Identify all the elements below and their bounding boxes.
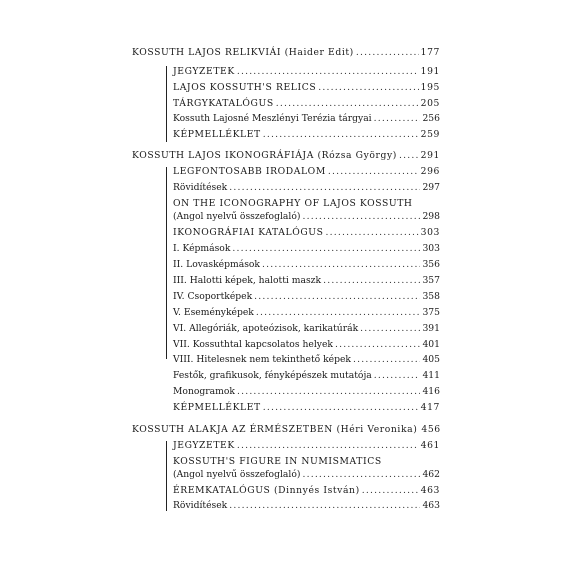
toc-entry [173,402,440,414]
entry-title: III. Halotti képek, halotti maszk [173,275,322,286]
entry-page: 401 [422,339,440,350]
leader-dots [237,440,419,452]
entry-title: VII. Kossuthtal kapcsolatos helyek [173,339,333,350]
entry-title: Festők, grafikusok, fényképészek mutatója [173,370,372,381]
entry-title: KOSSUTH LAJOS RELIKVIÁI [132,47,282,58]
entry-page: 297 [422,182,440,193]
toc-entry [173,339,440,351]
entry-title: LAJOS KOSSUTH'S RELICS [173,82,317,93]
toc-entry-heading [132,47,440,59]
section-rule [166,167,167,359]
entry-title: Kossuth Lajosné Meszlényi Terézia tárgyai [173,113,372,124]
toc-entry [173,291,440,303]
entry-page: 296 [420,166,440,177]
toc-entry [173,323,440,335]
entry-page: 357 [422,275,440,286]
entry-title: TÁRGYKATALÓGUS [173,98,274,109]
entry-title: LEGFONTOSABB IRODALOM [173,166,326,177]
entry-author: (Haider Edit) [281,47,354,58]
entry-page: 358 [422,291,440,302]
leader-dots [229,182,420,194]
leader-dots [323,275,420,287]
entry-title: IV. Csoportképek [173,291,253,302]
toc-entry [173,98,440,110]
toc-entry [173,66,440,78]
entry-author: (Rózsa György) [313,150,397,161]
entry-page: 405 [422,354,440,365]
entry-page: 259 [420,129,440,140]
leader-dots [302,211,420,223]
leader-dots [237,386,421,398]
leader-dots [335,339,421,351]
toc-entry [173,469,440,481]
toc-entry [173,259,440,271]
entry-title: Rövidítések [173,500,228,511]
leader-dots [374,370,421,382]
toc-entry [173,307,440,319]
entry-page: 375 [422,307,440,318]
toc-entry [173,354,440,366]
entry-page: 303 [420,227,440,238]
leader-dots [326,227,419,239]
leader-dots [356,47,419,59]
toc-entry [173,275,440,287]
leader-dots [353,354,420,366]
leader-dots [362,485,419,497]
toc-entry [173,129,440,141]
toc-entry [173,386,440,398]
entry-page: 303 [422,243,440,254]
entry-author: (Dinnyés István) [270,485,360,496]
leader-dots [374,113,421,125]
entry-title: KOSSUTH'S FIGURE IN NUMISMATICS [173,456,382,467]
entry-page: 463 [420,485,440,496]
entry-page: 391 [422,323,440,334]
leader-dots [302,469,420,481]
entry-title: VI. Allegóriák, apoteózisok, karikatúrák [173,323,359,334]
entry-page: 256 [422,113,440,124]
entry-page: 411 [422,370,440,381]
entry-page: 205 [420,98,440,109]
entry-author: (Héri Veronika) [332,424,418,435]
entry-title: KOSSUTH ALAKJA AZ ÉRMÉSZETBEN [132,424,333,435]
leader-dots [262,259,420,271]
entry-page: 177 [420,47,440,58]
section-rule [166,66,167,142]
toc-entry-heading [132,150,440,162]
leader-dots [263,402,419,414]
leader-dots [256,307,421,319]
toc-entry [173,82,440,94]
entry-page: 417 [420,402,440,413]
entry-page: 191 [420,66,440,77]
entry-title: KÉPMELLÉKLET [173,402,261,413]
entry-page: 291 [420,150,440,161]
leader-dots [254,291,420,303]
entry-page: 463 [422,500,440,511]
entry-page: 456 [421,424,441,435]
section-rule [166,441,167,511]
toc-entry [173,113,440,125]
entry-page: 298 [422,211,440,222]
toc-entry [173,227,440,239]
leader-dots [229,500,420,512]
entry-title: V. Eseményképek [173,307,254,318]
leader-dots [328,166,419,178]
toc-entry [173,243,440,255]
entry-title: KÉPMELLÉKLET [173,129,261,140]
entry-title: ON THE ICONOGRAPHY OF LAJOS KOSSUTH [173,198,413,209]
entry-title: JEGYZETEK [173,440,235,451]
leader-dots [360,323,420,335]
entry-page: 461 [420,440,440,451]
leader-dots [263,129,419,141]
entry-title: Monogramok [173,386,235,397]
leader-dots [276,98,419,110]
leader-dots [232,243,420,255]
leader-dots [399,150,419,162]
entry-title: I. Képmások [173,243,231,254]
toc-entry-heading [132,424,440,436]
entry-title: IKONOGRÁFIAI KATALÓGUS [173,227,324,238]
entry-title: Rövidítések [173,182,228,193]
entry-subtitle: (Angol nyelvű összefoglaló) [173,469,301,480]
toc-entry [173,440,440,452]
entry-page: 356 [422,259,440,270]
entry-title: KOSSUTH LAJOS IKONOGRÁFIÁJA [132,150,314,161]
entry-page: 195 [420,82,440,93]
leader-dots [318,82,418,94]
entry-title: II. Lovasképmások [173,259,261,270]
toc-entry [173,211,440,223]
entry-title: ÉREMKATALÓGUS [173,485,271,496]
entry-page: 416 [422,386,440,397]
leader-dots [237,66,419,78]
toc-entry [173,485,440,497]
entry-title: VIII. Hitelesnek nem tekinthető képek [173,354,351,365]
entry-page: 462 [422,469,440,480]
entry-title: JEGYZETEK [173,66,235,77]
toc-entry [173,370,440,382]
entry-subtitle: (Angol nyelvű összefoglaló) [173,211,301,222]
toc-entry [173,500,440,512]
toc-entry [173,166,440,178]
toc-entry [173,182,440,194]
